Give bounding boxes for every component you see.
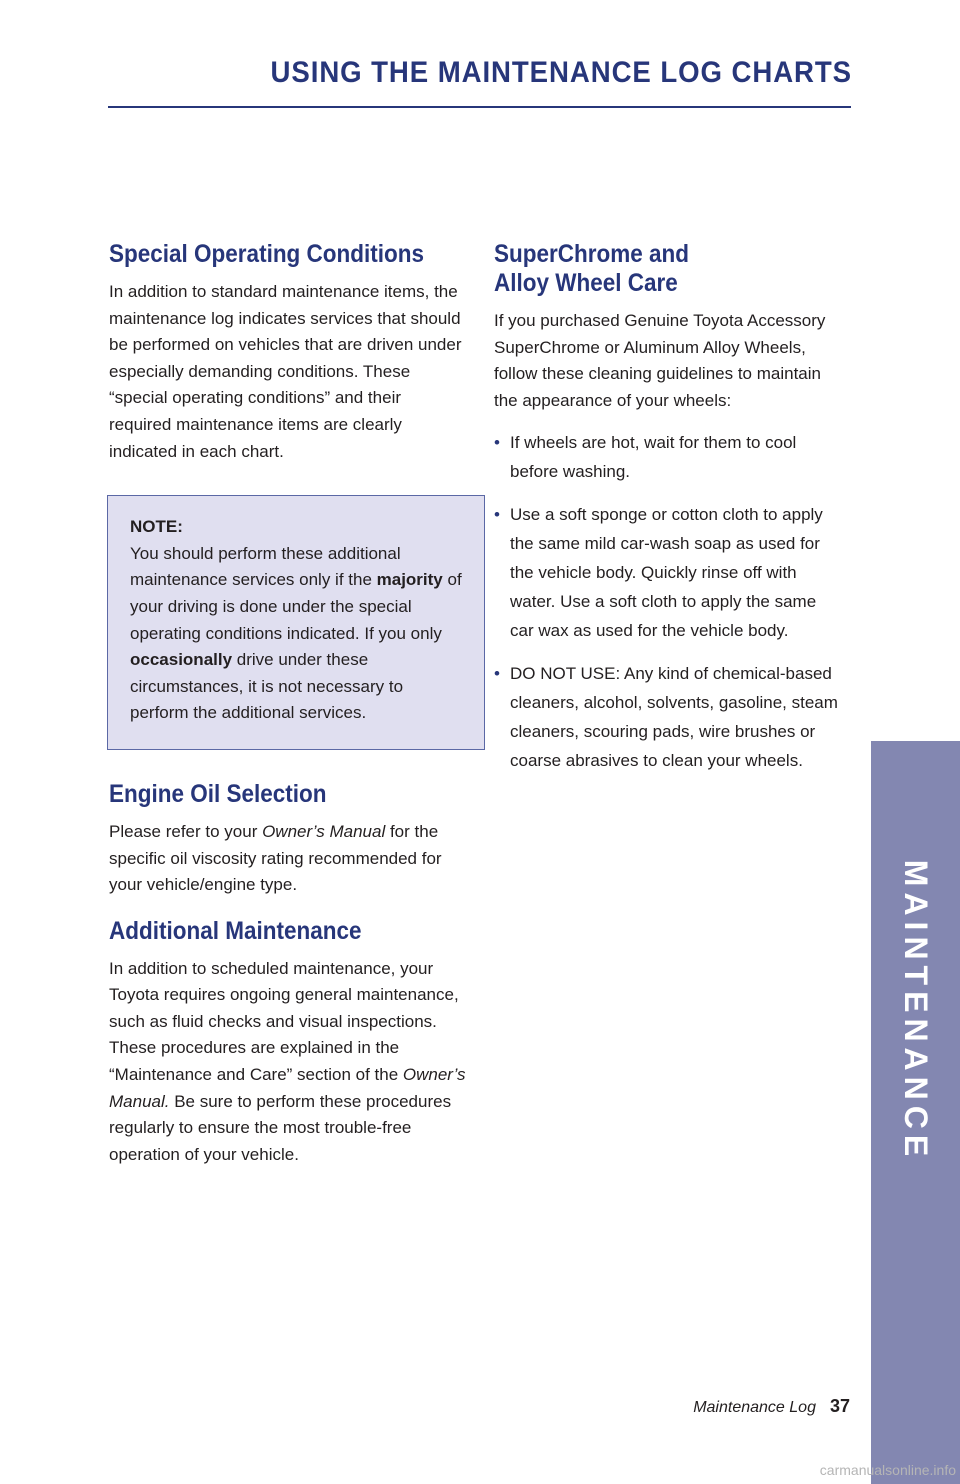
note-text bbox=[130, 541, 462, 727]
header-divider bbox=[108, 106, 851, 108]
bullet-icon: • bbox=[494, 505, 500, 525]
engine-oil-text-part: Please refer to your bbox=[109, 821, 263, 841]
side-tab-label bbox=[896, 859, 936, 1163]
list-item-text: If wheels are hot, wait for them to cool before washing. bbox=[510, 433, 797, 482]
page-footer bbox=[693, 1396, 850, 1417]
page-number: 37 bbox=[829, 1396, 850, 1416]
page-title: USING THE MAINTENANCE LOG CHARTS bbox=[270, 56, 852, 89]
note-text-part: You should perform these additional maintenance services only if the bbox=[130, 543, 401, 590]
engine-oil-section bbox=[109, 780, 467, 899]
wheel-care-heading bbox=[494, 240, 809, 298]
list-item-text: Use a soft sponge or cotton cloth to apply the same mild car-wash soap as used for the vehicle body. Quickly rinse off with water. Use a soft cloth to apply the same car wax as used for the vehicle body. bbox=[510, 505, 823, 641]
bullet-icon: • bbox=[494, 433, 500, 453]
section-side-tab bbox=[871, 741, 960, 1484]
additional-maintenance-heading: Additional Maintenance bbox=[109, 916, 362, 945]
list-item bbox=[494, 659, 844, 775]
wheel-care-list bbox=[494, 428, 844, 775]
note-text-part: drive under these circumstances, it is not necessary to perform the additional services. bbox=[130, 650, 404, 723]
note-emphasis-occasionally: occasionally bbox=[130, 650, 233, 670]
additional-maintenance-section bbox=[109, 917, 467, 1169]
note-text-part: of your driving is done under the special operating conditions indicated. If you only bbox=[130, 570, 462, 643]
right-column bbox=[494, 240, 844, 789]
bullet-icon: • bbox=[494, 664, 500, 684]
list-item bbox=[494, 500, 844, 645]
additional-text-part: Be sure to perform these procedures regularly to ensure the most trouble-free operation of your vehicle. bbox=[109, 1091, 452, 1164]
wheel-care-heading-line: Alloy Wheel Care bbox=[494, 269, 678, 297]
list-item bbox=[494, 428, 844, 486]
owners-manual-ref: Owner’s Manual bbox=[262, 821, 386, 841]
note-box bbox=[107, 495, 485, 750]
wheel-care-heading-line: SuperChrome and bbox=[494, 240, 690, 268]
engine-oil-text-part: for the specific oil viscosity rating recommended for your vehicle/engine type. bbox=[109, 821, 442, 895]
note-emphasis-majority: majority bbox=[376, 570, 443, 590]
owners-manual-ref: Owner’s Manual. bbox=[109, 1065, 466, 1111]
watermark: carmanualsonline.info bbox=[819, 1462, 956, 1478]
special-conditions-text: In addition to standard maintenance items, the maintenance log indicates services that should be performed on vehicles that are driven under especially demanding conditions. These “special operating conditions” and their required maintenance items are clearly indicated in each chart. bbox=[109, 282, 462, 461]
side-tab-text: MAINTENANCE bbox=[898, 859, 934, 1163]
footer-section-name: Maintenance Log bbox=[693, 1399, 816, 1416]
engine-oil-heading: Engine Oil Selection bbox=[109, 779, 327, 808]
wheel-care-intro: If you purchased Genuine Toyota Accessory SuperChrome or Aluminum Alloy Wheels, follow these cleaning guidelines to maintain the appearance of your wheels: bbox=[494, 311, 826, 410]
special-conditions-heading: Special Operating Conditions bbox=[109, 240, 425, 268]
left-column bbox=[109, 240, 467, 1168]
engine-oil-text bbox=[109, 819, 467, 899]
additional-text-part: In addition to scheduled maintenance, your Toyota requires ongoing general maintenance, such as fluid checks and visual inspections. These procedures are explained in the “Maintenance and Care” section of the bbox=[109, 958, 459, 1085]
note-label: NOTE: bbox=[130, 517, 183, 537]
additional-maintenance-text bbox=[109, 956, 467, 1169]
list-item-text: DO NOT USE: Any kind of chemical-based cleaners, alcohol, solvents, gasoline, steam cleaners, scouring pads, wire brushes or coarse abrasives to clean your wheels. bbox=[510, 664, 838, 771]
